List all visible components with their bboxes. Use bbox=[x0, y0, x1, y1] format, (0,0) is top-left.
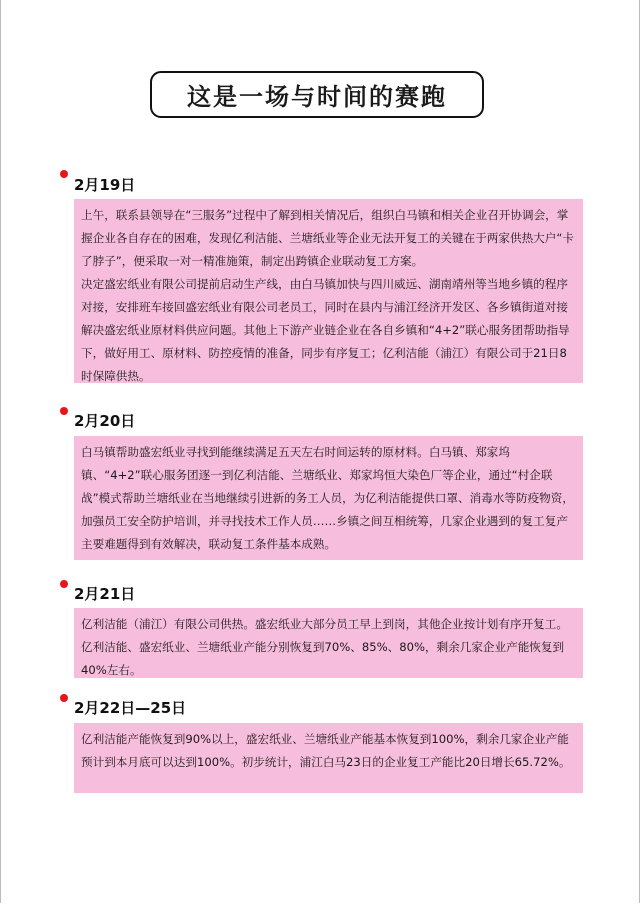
bullet-dot bbox=[60, 170, 68, 178]
section-content bbox=[74, 199, 583, 383]
section-paragraph: 白马镇帮助盛宏纸业寻找到能继续满足五天左右时间运转的原材料。白马镇、郑家坞镇、“4+2”联心服务团逐一到亿利洁能、兰塘纸业、郑家坞恒大染色厂等企业，通过“村企联战”模式帮助兰塘纸业在当地继续引进新的务工人员，为亿利洁能提供口罩、消毒水等防疫物资，加强员工安全防护培训，并寻找技术工作人员……乡镇之间互相统筹，几家企业遇到的复工复产主要难题得到有效解决，联动复工条件基本成熟。 bbox=[81, 445, 574, 551]
section-date: 2月19日 bbox=[74, 176, 136, 194]
page-title: 这是一场与时间的赛跑 bbox=[150, 71, 484, 118]
section-paragraph: 决定盛宏纸业有限公司提前启动生产线，由白马镇加快与四川威远、湖南靖州等当地乡镇的程序对接，安排班车接回盛宏纸业有限公司老员工，同时在县内与浦江经济开发区、各乡镇街道对接解决盛宏纸业原材料供应问题。其他上下游产业链企业在各自乡镇和“4+2”联心服务团帮助指导下，做好用工、原材料、防控疫情的准备，同步有序复工；亿利洁能（浦江）有限公司于21日8时保障供热。 bbox=[81, 277, 570, 383]
section-content bbox=[74, 436, 583, 560]
section-date: 2月22日—25日 bbox=[74, 699, 187, 717]
bullet-dot bbox=[60, 407, 68, 415]
bullet-dot bbox=[60, 580, 68, 588]
section-content bbox=[74, 723, 583, 793]
section-paragraph: 亿利洁能产能恢复到90%以上，盛宏纸业、兰塘纸业产能基本恢复到100%，剩余几家企业产能预计到本月底可以达到100%。初步统计，浦江白马23日的企业复工产能比20日增长65.72%。 bbox=[81, 732, 571, 769]
section-content bbox=[74, 608, 583, 678]
section-date: 2月20日 bbox=[74, 412, 136, 430]
section-paragraph: 上午，联系县领导在“三服务”过程中了解到相关情况后，组织白马镇和相关企业召开协调会，掌握企业各自存在的困难，发现亿利洁能、兰塘纸业等企业无法开复工的关键在于两家供热大户“卡了脖子”，便采取一对一精准施策，制定出跨镇企业联动复工方案。 bbox=[81, 208, 574, 268]
bullet-dot bbox=[60, 694, 68, 702]
section-date: 2月21日 bbox=[74, 585, 136, 603]
section-paragraph: 亿利洁能（浦江）有限公司供热。盛宏纸业大部分员工早上到岗，其他企业按计划有序开复工。亿利洁能、盛宏纸业、兰塘纸业产能分别恢复到70%、85%、80%，剩余几家企业产能恢复到40%左右。 bbox=[81, 617, 568, 677]
